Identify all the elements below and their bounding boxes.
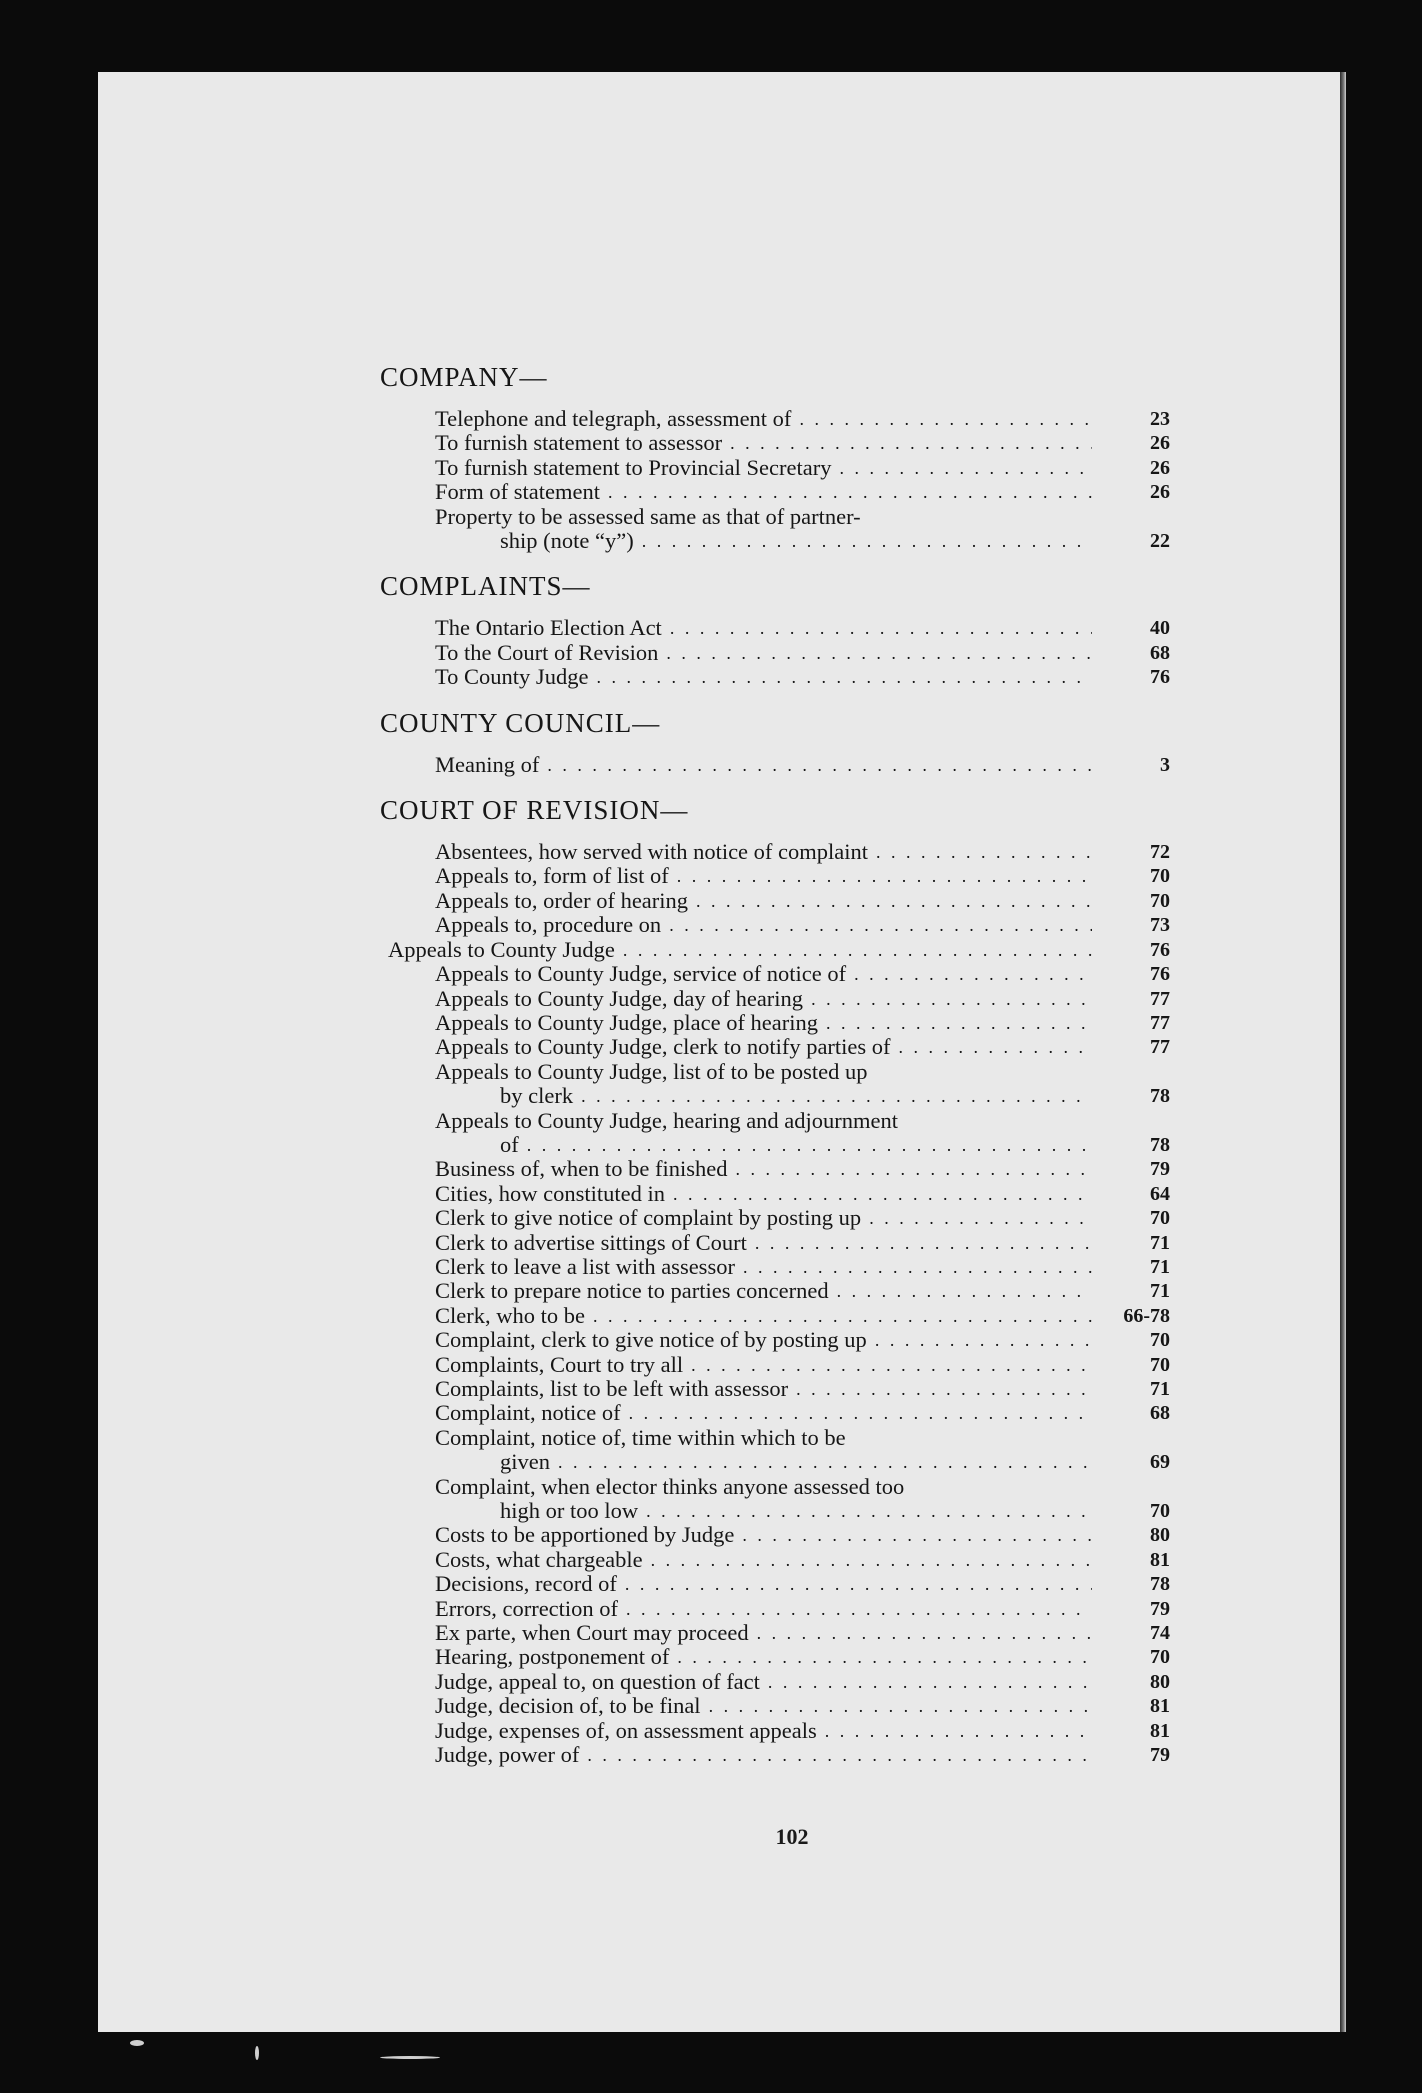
- dot-leader: [796, 1377, 1092, 1401]
- dot-leader: [730, 431, 1092, 455]
- entry-page-ref: 70: [1150, 889, 1170, 912]
- entry-text: Complaints, list to be left with assessor: [435, 1376, 789, 1401]
- dot-leader: [527, 1133, 1092, 1157]
- entry-continuation: given: [500, 1449, 550, 1475]
- dot-leader: [768, 1670, 1092, 1694]
- entry-page-ref: 70: [1150, 865, 1170, 888]
- index-entry: [380, 1182, 1170, 1206]
- index-entry: [380, 1645, 1170, 1669]
- entry-page-ref: 64: [1150, 1182, 1170, 1205]
- entry-text: Appeals to County Judge, list of to be posted up: [435, 1058, 868, 1084]
- index-entry: [380, 962, 1170, 986]
- entry-text: Judge, expenses of, on assessment appeals: [435, 1717, 817, 1743]
- index-entry: [380, 1157, 1170, 1181]
- entry-text: Hearing, postponement of: [435, 1644, 670, 1670]
- section-heading: COUNTY COUNCIL—: [380, 707, 661, 738]
- index-entry: [380, 1426, 1170, 1475]
- index-entry: [380, 1719, 1170, 1743]
- entry-text: Judge, power of: [435, 1742, 580, 1768]
- entry-page-ref: 74: [1150, 1622, 1170, 1645]
- entry-text: Cities, how constituted in: [435, 1180, 665, 1206]
- dot-leader: [547, 753, 1092, 777]
- entry-text: Complaint, notice of, time within which to be: [435, 1424, 846, 1450]
- entry-page-ref: 79: [1150, 1158, 1170, 1181]
- dot-leader: [581, 1084, 1092, 1108]
- index-entry-list: [380, 407, 1170, 553]
- entry-page-ref: 40: [1150, 617, 1170, 640]
- dot-leader: [646, 1499, 1092, 1523]
- scan-speck: [255, 2046, 259, 2060]
- dot-leader: [670, 616, 1092, 640]
- entry-text: Appeals to, order of hearing: [435, 887, 689, 913]
- index-entry: [380, 840, 1170, 864]
- index-entry: [380, 431, 1170, 455]
- entry-text: Errors, correction of: [435, 1595, 619, 1621]
- entry-text: Costs to be apportioned by Judge: [435, 1522, 735, 1548]
- dot-leader: [666, 641, 1092, 665]
- index-entry-list: [380, 753, 1170, 777]
- facing-page-edge: [1346, 72, 1422, 2032]
- entry-text: Complaint, notice of: [435, 1400, 621, 1426]
- dot-leader: [876, 840, 1092, 864]
- dot-leader: [854, 962, 1092, 986]
- entry-continuation: ship (note “y”): [500, 528, 634, 554]
- entry-page-ref: 71: [1150, 1280, 1170, 1303]
- dot-leader: [875, 1328, 1092, 1352]
- entry-page-ref: 66-78: [1123, 1304, 1170, 1327]
- entry-page-ref: 3: [1160, 753, 1170, 776]
- dot-leader: [696, 889, 1092, 913]
- index-entry: [380, 1109, 1170, 1158]
- entry-text: Property to be assessed same as that of partner-: [435, 503, 861, 529]
- entry-text: Appeals to County Judge, hearing and adjournment: [435, 1107, 899, 1133]
- entry-text: Meaning of: [435, 751, 540, 777]
- entry-text: Appeals to, form of list of: [435, 863, 669, 889]
- entry-text: Judge, decision of, to be final: [435, 1693, 701, 1719]
- index-entry: [380, 505, 1170, 554]
- dot-leader: [669, 913, 1092, 937]
- entry-text: Clerk to give notice of complaint by posting up: [435, 1205, 862, 1231]
- entry-text: Clerk, who to be: [435, 1302, 585, 1328]
- index-entry: [380, 1231, 1170, 1255]
- index-entry: [380, 1523, 1170, 1547]
- dot-leader: [825, 1719, 1092, 1743]
- dot-leader: [625, 1572, 1092, 1596]
- entry-page-ref: 26: [1150, 456, 1170, 479]
- dot-leader: [839, 456, 1092, 480]
- dot-leader: [837, 1279, 1092, 1303]
- index-entry-list: [380, 616, 1170, 689]
- entry-page-ref: 77: [1150, 1011, 1170, 1034]
- index-entry: [380, 1475, 1170, 1524]
- page-number: 102: [775, 1824, 809, 1849]
- index-entry: [380, 889, 1170, 913]
- entry-text: Complaint, when elector thinks anyone assessed too: [435, 1473, 905, 1499]
- dot-leader: [735, 1157, 1092, 1181]
- entry-text: Telephone and telegraph, assessment of: [435, 406, 792, 431]
- index-entry: [380, 1548, 1170, 1572]
- entry-page-ref: 68: [1150, 641, 1170, 664]
- index-entry: [380, 1353, 1170, 1377]
- index-entry: [380, 1597, 1170, 1621]
- dot-leader: [623, 938, 1092, 962]
- index-entry: [380, 1621, 1170, 1645]
- entry-text: Clerk to advertise sittings of Court: [435, 1229, 747, 1255]
- entry-text: To County Judge: [435, 664, 589, 690]
- entry-page-ref: 70: [1150, 1646, 1170, 1669]
- entry-page-ref: 22: [1150, 530, 1170, 553]
- index-entry: [380, 864, 1170, 888]
- index-entry-list: [380, 840, 1170, 1767]
- entry-page-ref: 79: [1150, 1597, 1170, 1620]
- index-entry: [380, 1694, 1170, 1718]
- entry-text: To the Court of Revision: [435, 639, 659, 665]
- entry-page-ref: 70: [1150, 1500, 1170, 1523]
- dot-leader: [596, 665, 1092, 689]
- entry-text: Business of, when to be finished: [435, 1156, 728, 1182]
- entry-page-ref: 80: [1150, 1524, 1170, 1547]
- dot-leader: [629, 1401, 1092, 1425]
- entry-page-ref: 81: [1150, 1719, 1170, 1742]
- dot-leader: [691, 1353, 1092, 1377]
- index-entry: [380, 913, 1170, 937]
- dot-leader: [673, 1182, 1092, 1206]
- scan-speck: [380, 2056, 440, 2059]
- entry-continuation: high or too low: [500, 1498, 639, 1524]
- index-entry: [380, 1011, 1170, 1035]
- entry-text: Ex parte, when Court may proceed: [435, 1620, 749, 1646]
- index-entry: [380, 1060, 1170, 1109]
- entry-page-ref: 76: [1150, 963, 1170, 986]
- entry-page-ref: 73: [1150, 914, 1170, 937]
- index-entry: [380, 987, 1170, 1011]
- entry-page-ref: 81: [1150, 1695, 1170, 1718]
- entry-text: Complaints, Court to try all: [435, 1351, 684, 1377]
- entry-text: Clerk to leave a list with assessor: [435, 1253, 735, 1279]
- entry-text: Appeals to County Judge, clerk to notify parties of: [435, 1034, 891, 1060]
- dot-leader: [799, 407, 1092, 431]
- entry-text: Decisions, record of: [435, 1571, 617, 1597]
- section-heading: COURT OF REVISION—: [380, 795, 689, 826]
- entry-page-ref: 71: [1150, 1231, 1170, 1254]
- entry-page-ref: 76: [1150, 666, 1170, 689]
- entry-text: Absentees, how served with notice of complaint: [435, 839, 869, 865]
- entry-page-ref: 69: [1150, 1451, 1170, 1474]
- index-entry: [380, 1206, 1170, 1230]
- dot-leader: [587, 1743, 1092, 1767]
- entry-page-ref: 68: [1150, 1402, 1170, 1425]
- entry-continuation: of: [500, 1131, 519, 1157]
- dot-leader: [642, 529, 1092, 553]
- scan-speck: [130, 2040, 144, 2046]
- index-entry: [380, 1377, 1170, 1401]
- entry-page-ref: 70: [1150, 1329, 1170, 1352]
- entry-page-ref: 26: [1150, 432, 1170, 455]
- index-entry: [380, 1670, 1170, 1694]
- index-content: [380, 362, 1170, 1786]
- dot-leader: [742, 1523, 1092, 1547]
- index-entry: [380, 641, 1170, 665]
- entry-page-ref: 78: [1150, 1133, 1170, 1156]
- dot-leader: [651, 1548, 1092, 1572]
- index-entry: [380, 616, 1170, 640]
- dot-leader: [608, 480, 1092, 504]
- entry-text: Complaint, clerk to give notice of by posting up: [435, 1327, 867, 1353]
- dot-leader: [757, 1621, 1092, 1645]
- index-entry: [380, 753, 1170, 777]
- entry-page-ref: 71: [1150, 1378, 1170, 1400]
- entry-page-ref: 70: [1150, 1207, 1170, 1230]
- dot-leader: [899, 1035, 1092, 1059]
- entry-text: Form of statement: [435, 479, 600, 505]
- index-entry: [380, 1255, 1170, 1279]
- entry-text: The Ontario Election Act: [435, 615, 662, 641]
- index-entry: [380, 1035, 1170, 1059]
- entry-text: Appeals to County Judge, day of hearing: [435, 985, 804, 1011]
- entry-text: Appeals to County Judge: [388, 936, 615, 962]
- entry-page-ref: 26: [1150, 481, 1170, 504]
- dot-leader: [826, 1011, 1092, 1035]
- entry-page-ref: 23: [1150, 408, 1170, 430]
- index-entry: [380, 1304, 1170, 1328]
- dot-leader: [677, 1645, 1092, 1669]
- index-entry: [380, 1328, 1170, 1352]
- entry-text: Judge, appeal to, on question of fact: [435, 1668, 760, 1694]
- entry-page-ref: 79: [1150, 1744, 1170, 1767]
- entry-page-ref: 72: [1150, 841, 1170, 864]
- index-entry: [380, 1279, 1170, 1303]
- entry-text: Appeals to, procedure on: [435, 912, 662, 938]
- entry-text: Appeals to County Judge, place of hearing: [435, 1009, 819, 1035]
- entry-page-ref: 78: [1150, 1085, 1170, 1108]
- entry-text: To furnish statement to Provincial Secretary: [435, 454, 832, 480]
- entry-continuation: by clerk: [500, 1083, 574, 1109]
- entry-page-ref: 78: [1150, 1573, 1170, 1596]
- entry-page-ref: 77: [1150, 1036, 1170, 1059]
- index-entry: [380, 1743, 1170, 1767]
- index-entry: [380, 1572, 1170, 1596]
- entry-page-ref: 77: [1150, 987, 1170, 1010]
- index-entry: [380, 456, 1170, 480]
- entry-page-ref: 70: [1150, 1353, 1170, 1376]
- dot-leader: [743, 1255, 1092, 1279]
- entry-page-ref: 80: [1150, 1670, 1170, 1693]
- entry-text: Costs, what chargeable: [435, 1546, 643, 1572]
- dot-leader: [755, 1231, 1092, 1255]
- entry-page-ref: 81: [1150, 1548, 1170, 1571]
- index-entry: [380, 938, 1170, 962]
- index-entry: [380, 407, 1170, 431]
- entry-text: Appeals to County Judge, service of notice of: [435, 961, 847, 987]
- dot-leader: [869, 1206, 1092, 1230]
- dot-leader: [811, 987, 1092, 1011]
- entry-page-ref: 76: [1150, 938, 1170, 961]
- dot-leader: [677, 864, 1092, 888]
- dot-leader: [593, 1304, 1092, 1328]
- dot-leader: [709, 1694, 1092, 1718]
- index-entry: [380, 1401, 1170, 1425]
- entry-page-ref: 71: [1150, 1255, 1170, 1278]
- section-heading: COMPANY—: [380, 362, 548, 392]
- section-heading: COMPLAINTS—: [380, 571, 591, 602]
- dot-leader: [626, 1597, 1092, 1621]
- index-entry: [380, 665, 1170, 689]
- index-entry: [380, 480, 1170, 504]
- dot-leader: [558, 1450, 1092, 1474]
- entry-text: To furnish statement to assessor: [435, 430, 723, 456]
- entry-text: Clerk to prepare notice to parties concerned: [435, 1278, 829, 1304]
